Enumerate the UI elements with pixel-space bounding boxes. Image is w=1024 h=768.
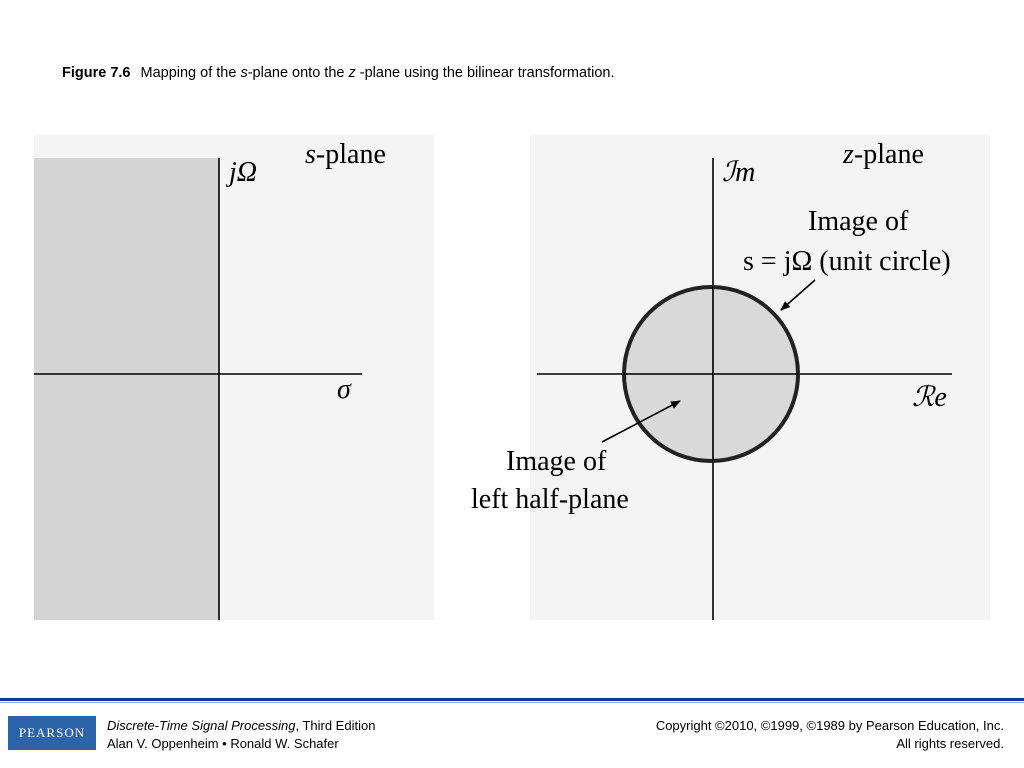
s-plane-title-rest: -plane: [315, 139, 386, 170]
left-half-plane-shading: [34, 158, 219, 620]
book-title: Discrete-Time Signal Processing: [107, 718, 296, 733]
s-imag-axis-label: jΩ: [229, 157, 258, 188]
z-plane-title-rest: -plane: [853, 139, 924, 170]
s-plane-title-var: s: [305, 139, 316, 170]
s-real-axis-label: σ: [337, 374, 351, 405]
footer-thin-rule: [0, 702, 1024, 703]
z-plane-title: [842, 139, 924, 170]
interior-annotation-line1: Image of: [506, 446, 607, 477]
footer-copyright: [656, 717, 1004, 753]
caption-var-z: z: [348, 65, 356, 81]
z-imag-axis-label: ℐm: [722, 157, 756, 188]
copyright-text: Copyright ©2010, ©1999, ©1989 by Pearson Education, Inc.: [655, 718, 1004, 733]
z-real-axis-label: ℛe: [912, 382, 947, 413]
book-title-line: [107, 717, 375, 735]
rights-text: All rights reserved.: [896, 736, 1004, 751]
pearson-logo: PEARSON: [8, 716, 96, 750]
caption-text-pre: Mapping of the: [140, 65, 241, 81]
footer-rule: [0, 698, 1024, 701]
circle-annotation-line1: Image of: [808, 206, 909, 237]
book-authors: Alan V. Oppenheim • Ronald W. Schafer: [107, 736, 339, 751]
z-plane-title-var: z: [843, 139, 854, 170]
circle-annotation-line2: s = jΩ (unit circle): [743, 246, 951, 277]
caption-var-s: s: [240, 65, 248, 81]
caption-text-post: -plane using the bilinear transformation.: [355, 65, 615, 81]
footer-book-info: [107, 717, 375, 753]
caption-text-mid: -plane onto the: [247, 65, 349, 81]
book-edition: , Third Edition: [295, 718, 376, 733]
interior-annotation-line2: left half-plane: [471, 484, 629, 515]
s-plane-title: [305, 139, 386, 170]
figure-label: Figure 7.6: [62, 65, 131, 81]
